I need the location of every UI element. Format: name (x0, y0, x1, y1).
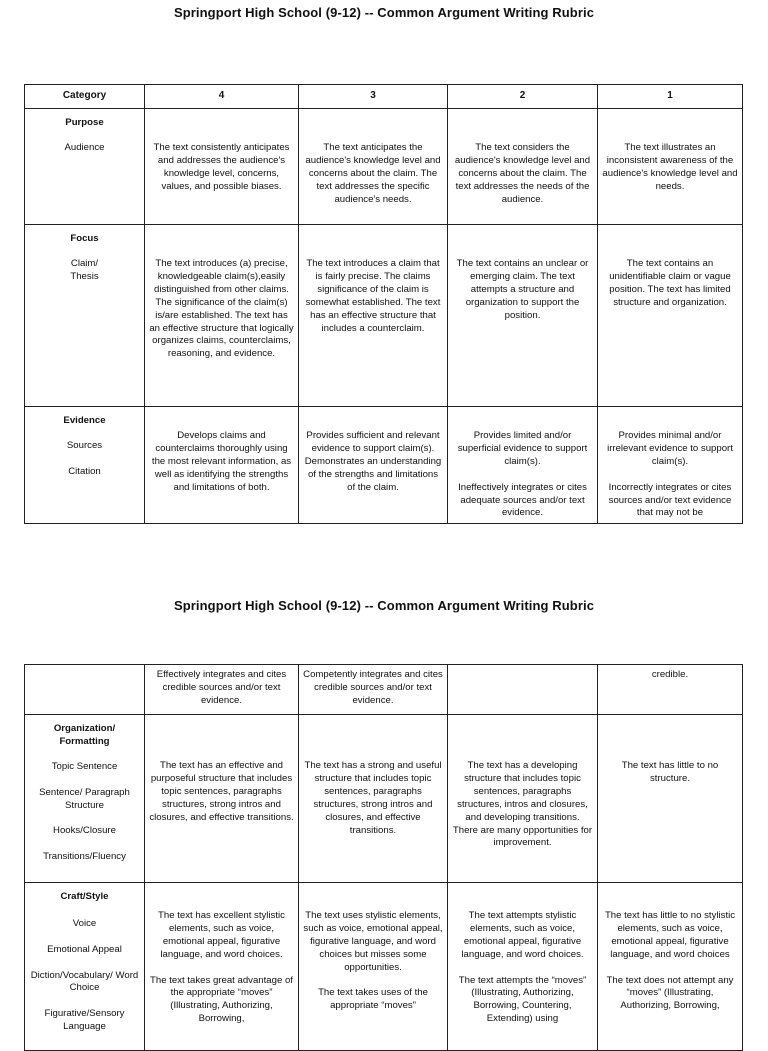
page-title: Springport High School (9-12) -- Common Argument Writing Rubric (173, 5, 595, 20)
cell-text: The text takes uses of the appropriate “moves” (318, 987, 428, 1012)
cell-score-4 (145, 883, 299, 1051)
cell-text: The text contains an unclear or emerging claim. The text attempts a structure and organization to support the position. (456, 258, 589, 321)
cell-text: Develops claims and counterclaims thoroughly using the most relevant information, as well as identifying the strengths and limitations of both. (151, 430, 292, 493)
cell-score-1 (598, 883, 743, 1051)
cell-score-1 (598, 407, 743, 524)
cell-text: The text has an effective and purposeful structure that includes topic sentences, paragraphs structures, strong intros and closures, and effective transitions. (149, 760, 294, 823)
cell-text: The text consistently anticipates and addresses the audience's knowledge level, concerns, values, and possible biases. (153, 142, 290, 192)
header-score-3: 3 (299, 85, 448, 109)
cell-score-1 (598, 715, 743, 883)
category-sub: Diction/Vocabulary/ Word Choice (30, 969, 139, 994)
category-empty (25, 665, 145, 715)
category-sub: Audience (64, 141, 105, 153)
category-sub: Transitions/Fluency (43, 851, 126, 863)
category-craft-style (25, 883, 145, 1051)
category-sub: Voice (72, 917, 97, 929)
cell-score-3 (299, 883, 448, 1051)
cell-text: The text has little to no stylistic elements, such as voice, emotional appeal, figurative language, and word choices (604, 910, 736, 960)
category-sub: Figurative/Sensory Language (44, 1008, 125, 1033)
category-sub: Emotional Appeal (47, 943, 122, 955)
cell-score-3 (299, 665, 448, 715)
cell-text: The text takes great advantage of the appropriate “moves” (Illustrating, Authorizing, Borrowing, (150, 974, 293, 1025)
cell-score-3 (299, 109, 448, 225)
category-evidence (25, 407, 145, 524)
cell-text: Incorrectly integrates or cites sources and/or text evidence that may not be (608, 481, 732, 519)
cell-score-3 (299, 225, 448, 407)
cell-score-2 (448, 665, 598, 715)
category-organization (25, 715, 145, 883)
row-focus (25, 225, 743, 407)
cell-text: The text has excellent stylistic elements, such as voice, emotional appeal, figurative language, and word choices. (158, 910, 285, 960)
cell-text: The text uses stylistic elements, such as voice, emotional appeal, figurative language, and word choices but misses some opportunities. (303, 910, 443, 973)
cell-text: Ineffectively integrates or cites adequate sources and/or text evidence. (458, 481, 587, 519)
cell-score-2 (448, 109, 598, 225)
category-title: Organization/ Formatting (53, 723, 116, 747)
cell-score-4 (145, 225, 299, 407)
category-sub: Hooks/Closure (53, 825, 116, 837)
cell-score-2 (448, 715, 598, 883)
category-purpose (25, 109, 145, 225)
cell-score-4 (145, 665, 299, 715)
cell-text: The text anticipates the audience's knowledge level and concerns about the claim. The text addresses the specific audience's needs. (305, 142, 441, 205)
row-purpose (25, 109, 743, 225)
row-evidence-continued (25, 665, 743, 715)
category-sub: Sources (66, 439, 103, 451)
category-sub: Citation (68, 465, 101, 477)
category-focus (25, 225, 145, 407)
cell-text: The text has a developing structure that includes topic sentences, paragraphs structures, intros and closures, and developing transitions. There are many opportunities for improvement. (452, 760, 593, 849)
cell-text: Provides minimal and/or irrelevant evidence to support claim(s). (607, 430, 733, 467)
cell-text: The text illustrates an inconsistent awareness of the audience's knowledge level and needs. (602, 142, 738, 192)
category-sub: Claim/ Thesis (70, 257, 99, 282)
rubric-table-page-1 (24, 84, 743, 524)
cell-text: The text has a strong and useful structure that includes topic sentences, paragraphs structures, strong intros and closures, and effective transitions. (304, 760, 442, 836)
cell-score-1 (598, 665, 743, 715)
category-sub: Topic Sentence (51, 760, 118, 772)
cell-score-1 (598, 225, 743, 407)
cell-text: The text has little to no structure. (621, 760, 719, 784)
header-row (25, 85, 743, 109)
cell-text: The text introduces a claim that is fairly precise. The claims significance of the claim is somewhat established. The text has an effective structure that includes a counterclaim. (305, 258, 441, 334)
row-craft-style (25, 883, 743, 1051)
cell-score-3 (299, 407, 448, 524)
cell-text: credible. (651, 669, 689, 680)
row-evidence (25, 407, 743, 524)
cell-text: Competently integrates and cites credible sources and/or text evidence. (303, 669, 443, 706)
cell-score-4 (145, 715, 299, 883)
cell-text: Provides limited and/or superficial evidence to support claim(s). (457, 430, 588, 467)
cell-score-4 (145, 109, 299, 225)
cell-text: Effectively integrates and cites credible sources and/or text evidence. (156, 669, 287, 706)
cell-text: The text does not attempt any “moves” (Illustrating, Authorizing, Borrowing, (606, 974, 734, 1012)
cell-text: The text introduces (a) precise, knowledgeable claim(s),easily distinguished from other claims. The significance of the claim(s) is/are established. The text has an effective structure that logically organizes claims, counterclaims, reasoning, and evidence. (149, 258, 294, 360)
cell-text: The text attempts stylistic elements, such as voice, emotional appeal, figurative language, and word choices. (461, 910, 584, 960)
category-sub: Sentence/ Paragraph Structure (39, 786, 130, 811)
header-score-2: 2 (448, 85, 598, 109)
category-title: Focus (70, 233, 99, 244)
cell-score-3 (299, 715, 448, 883)
category-title: Purpose (65, 117, 104, 128)
rubric-table-page-2 (24, 664, 743, 1051)
header-score-4: 4 (145, 85, 299, 109)
cell-text: The text contains an unidentifiable claim or vague position. The text has limited structure and organization. (609, 258, 731, 308)
category-title: Craft/Style (60, 891, 109, 902)
cell-score-1 (598, 109, 743, 225)
header-category: Category (25, 85, 145, 109)
cell-text: Provides sufficient and relevant evidence to support claim(s). Demonstrates an understanding of the strengths and limitations of the claim. (304, 430, 442, 493)
header-score-1: 1 (598, 85, 743, 109)
category-title: Evidence (63, 415, 106, 426)
cell-text: The text considers the audience's knowledge level and concerns about the claim. The text addresses the needs of the audience. (454, 142, 591, 205)
cell-score-2 (448, 883, 598, 1051)
cell-score-4 (145, 407, 299, 524)
cell-score-2 (448, 407, 598, 524)
cell-text: The text attempts the “moves” (Illustrating, Authorizing, Borrowing, Countering, Extending) using (458, 974, 587, 1025)
cell-score-2 (448, 225, 598, 407)
row-organization (25, 715, 743, 883)
page-title: Springport High School (9-12) -- Common Argument Writing Rubric (173, 598, 595, 613)
